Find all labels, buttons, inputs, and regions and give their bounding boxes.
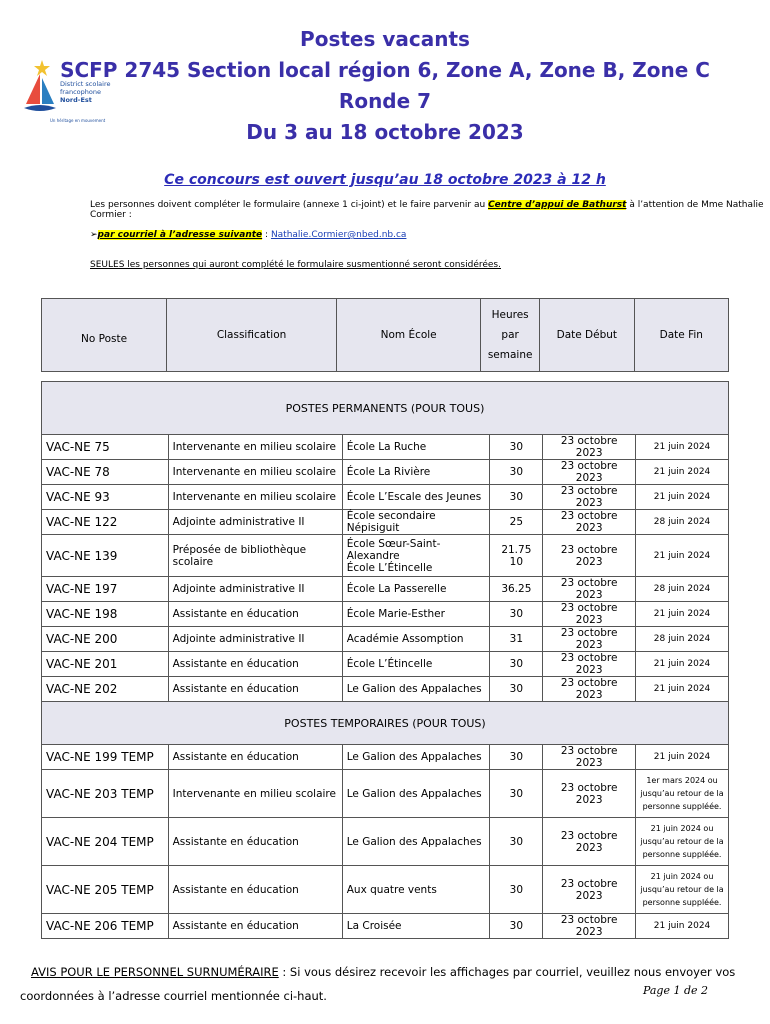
intro-paragraph: Les personnes doivent compléter le formulaire (annexe 1 ci-joint) et le faire parvenir au Centre d’appui de Bathurst à l’attention de Mme Nathalie Cormier : (90, 200, 764, 220)
table-row: VAC-NE 199 TEMP Assistante en éducation Le Galion des Appalaches 30 23 octobre 2023 21 juin 2024 (42, 745, 729, 770)
table-row: VAC-NE 198 Assistante en éducation École Marie-Esther 30 23 octobre 2023 21 juin 2024 (42, 602, 729, 627)
title-line-3: Ronde 7 (338, 89, 432, 113)
table-row: VAC-NE 201 Assistante en éducation École L’Étincelle 30 23 octobre 2023 21 juin 2024 (42, 652, 729, 677)
col-date-debut: Date Début (540, 299, 635, 372)
table-row: VAC-NE 206 TEMP Assistante en éducation La Croisée 30 23 octobre 2023 21 juin 2024 (42, 914, 729, 939)
table-row: VAC-NE 205 TEMP Assistante en éducation Aux quatre vents 30 23 octobre 2023 21 juin 2024 ou jusqu’au retour de la personne suppléée. (42, 866, 729, 914)
table-row: VAC-NE 75 Intervenante en milieu scolaire École La Ruche 30 23 octobre 2023 21 juin 2024 (42, 435, 729, 460)
contest-deadline: Ce concours est ouvert jusqu’au 18 octobre 2023 à 12 h (164, 172, 606, 188)
table-row: VAC-NE 78 Intervenante en milieu scolaire École La Rivière 30 23 octobre 2023 21 juin 2024 (42, 460, 729, 485)
document-title (0, 24, 770, 148)
col-date-fin: Date Fin (634, 299, 728, 372)
col-heures: Heures par semaine (481, 299, 540, 372)
highlight-bathurst: Centre d’appui de Bathurst (488, 200, 627, 210)
logo-text: District scolaire francophone Nord-Est (60, 80, 111, 104)
section-permanents: POSTES PERMANENTS (POUR TOUS) (42, 382, 729, 435)
header-table (41, 298, 729, 372)
table-row: VAC-NE 139 Préposée de bibliothèque scolaire École Sœur-Saint-Alexandre École L’Étincelle 21.75 10 23 octobre 2023 21 juin 2024 (42, 535, 729, 577)
email-link[interactable]: Nathalie.Cormier@nbed.nb.ca (270, 230, 407, 240)
table-row: VAC-NE 200 Adjointe administrative II Académie Assomption 31 23 octobre 2023 28 juin 2024 (42, 627, 729, 652)
table-row: VAC-NE 202 Assistante en éducation Le Galion des Appalaches 30 23 octobre 2023 21 juin 2024 (42, 677, 729, 702)
table-row: VAC-NE 93 Intervenante en milieu scolaire École L’Escale des Jeunes 30 23 octobre 2023 21 juin 2024 (42, 485, 729, 510)
col-no-poste: No Poste (42, 299, 167, 372)
logo-tagline: Un héritage en mouvement (50, 118, 106, 123)
title-line-2: SCFP 2745 Section local région 6, Zone A, Zone B, Zone C (60, 58, 710, 82)
email-line: ➢par courriel à l’adresse suivante : Nathalie.Cormier@nbed.nb.ca (90, 230, 407, 240)
section-temporaires: POSTES TEMPORAIRES (POUR TOUS) (42, 702, 729, 745)
positions-table (41, 381, 729, 939)
page-number: Page 1 de 2 (642, 984, 708, 997)
title-line-4: Du 3 au 18 octobre 2023 (246, 120, 524, 144)
arrow-bullet-icon: ➢ (90, 230, 98, 240)
col-classification: Classification (167, 299, 337, 372)
table-row: VAC-NE 122 Adjointe administrative II École secondaire Népisiguit 25 23 octobre 2023 28 juin 2024 (42, 510, 729, 535)
table-row: VAC-NE 204 TEMP Assistante en éducation Le Galion des Appalaches 30 23 octobre 2023 21 juin 2024 ou jusqu’au retour de la personne suppléée. (42, 818, 729, 866)
table-row: VAC-NE 197 Adjointe administrative II École La Passerelle 36.25 23 octobre 2023 28 juin 2024 (42, 577, 729, 602)
surnumeraire-notice: AVIS POUR LE PERSONNEL SURNUMÉRAIRE : Si vous désirez recevoir les affichages par courriel, veuillez nous envoyer vos coordonnées à l’adresse courriel mentionnée ci-haut. (20, 965, 736, 1003)
eligibility-notice: SEULES les personnes qui auront complété le formulaire susmentionné seront considérées. (90, 260, 501, 270)
table-row: VAC-NE 203 TEMP Intervenante en milieu scolaire Le Galion des Appalaches 30 23 octobre 2023 1er mars 2024 ou jusqu’au retour de la personne suppléée. (42, 770, 729, 818)
title-line-1: Postes vacants (300, 27, 470, 51)
col-ecole: Nom École (337, 299, 481, 372)
